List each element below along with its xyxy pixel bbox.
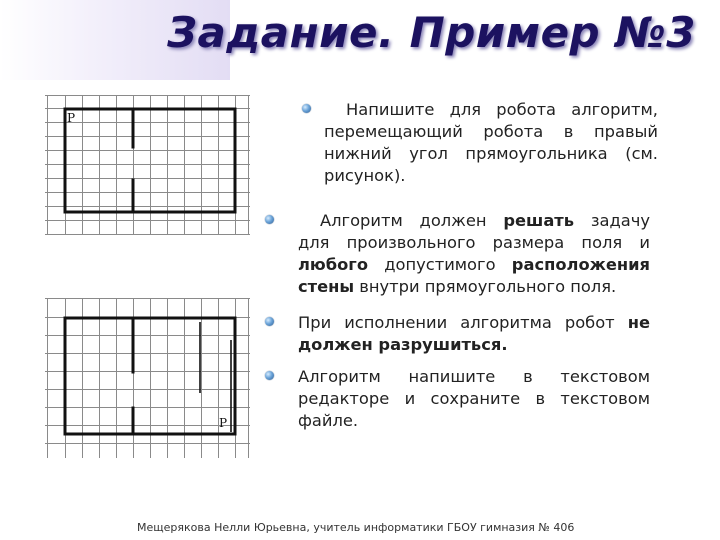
robot-field-top (0, 95, 250, 235)
text-span: внутри прямоугольного поля. (354, 277, 617, 296)
slide-title: Задание. Пример №3 (167, 8, 696, 57)
robot-marker: Р (67, 111, 76, 125)
task-paragraph-2 (298, 210, 650, 298)
bullet-icon (265, 317, 274, 326)
emphasized-text: не должен разрушиться. (298, 313, 650, 354)
task-paragraph-4: Алгоритм напишите в текстовом редакторе и сохраните в текстовом файле. (298, 367, 650, 430)
robot-field-bottom (0, 298, 250, 458)
emphasized-text: расположения стены (298, 255, 650, 296)
author-footer: Мещерякова Нелли Юрьевна, учитель информатики ГБОУ гимназия № 406 (137, 521, 575, 534)
text-span: допустимого (368, 255, 512, 274)
robot-marker: Р (219, 416, 228, 430)
grid-lines (45, 95, 250, 235)
text-span: задачу для произвольного размера поля и (298, 211, 650, 252)
bullet-icon (265, 215, 274, 224)
emphasized-text: любого (298, 255, 368, 274)
emphasized-text: решать (503, 211, 575, 230)
text-span: Алгоритм должен (320, 211, 504, 230)
bullet-icon (302, 104, 311, 113)
text-span: При исполнении алгоритма робот (298, 313, 628, 332)
bullet-icon (265, 371, 274, 380)
task-paragraph-1: Напишите для робота алгоритм, перемещающий робота в правый нижний угол прямоугольника (см. рисунок). (324, 100, 658, 185)
task-paragraph-3 (298, 312, 650, 356)
